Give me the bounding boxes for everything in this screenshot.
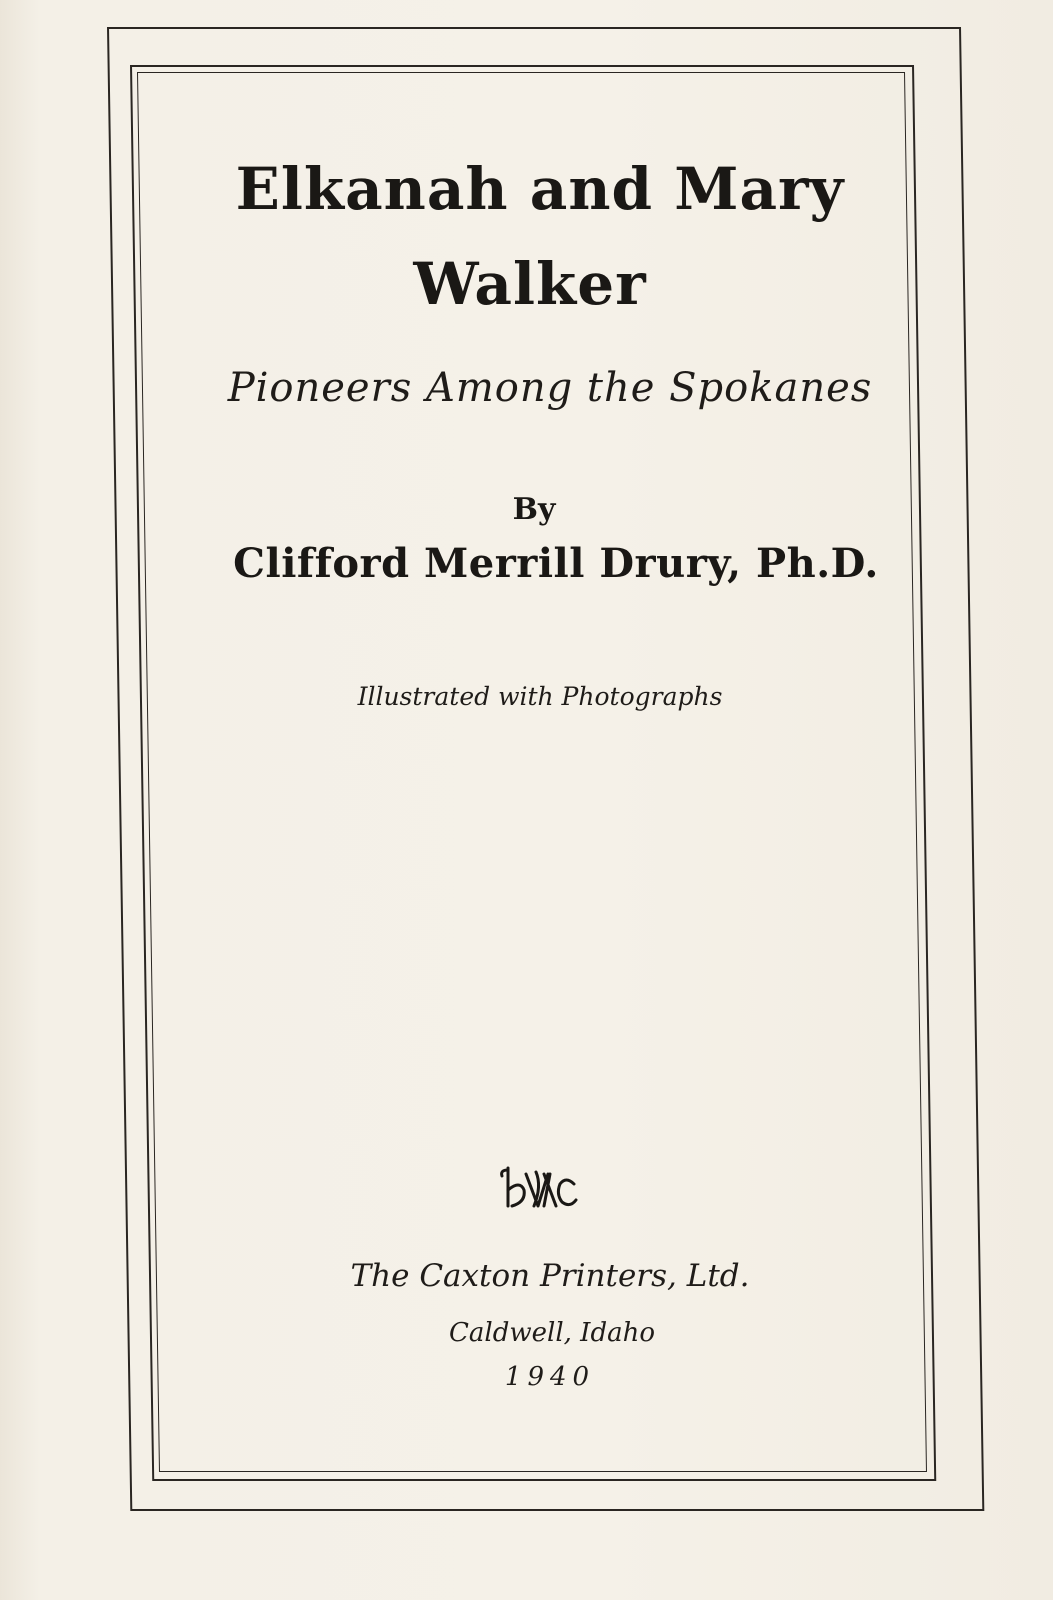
book-subtitle: Pioneers Among the Spokanes bbox=[227, 365, 873, 411]
by-label: By bbox=[512, 492, 556, 527]
publisher-name: The Caxton Printers, Ltd. bbox=[350, 1258, 750, 1294]
author-name: Clifford Merrill Drury, Ph.D. bbox=[233, 540, 879, 587]
publication-year: 1940 bbox=[504, 1362, 596, 1392]
publisher-place: Caldwell, Idaho bbox=[449, 1318, 655, 1348]
book-title-line-1: Elkanah and Mary bbox=[235, 155, 845, 223]
book-title-line-2: Walker bbox=[413, 250, 647, 318]
title-page-content bbox=[150, 80, 930, 1460]
illustration-note: Illustrated with Photographs bbox=[357, 682, 723, 711]
publisher-monogram-icon bbox=[490, 1160, 590, 1220]
